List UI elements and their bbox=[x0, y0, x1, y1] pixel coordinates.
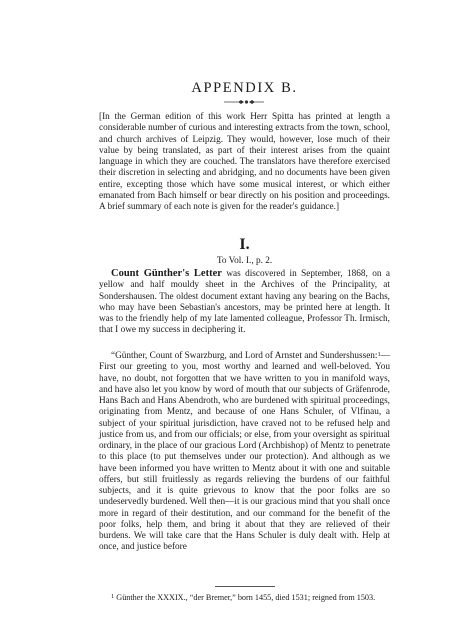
footnote-text: Günther the XXXIX., “der Bremer,” born 1455, died 1531; reigned from 1503. bbox=[114, 593, 376, 602]
footnote-reference[interactable]: 1 bbox=[377, 351, 381, 358]
intro-paragraph: [In the German edition of this work Herr Spitta has printed at length a considerable number of curious and interesting extracts from the town, school, and church archives of Leipzig. They would, however, lose much of their value by being translated, as part of their interest arises from the quaint language in which they are couched. The translators have therefore exercised their discretion in selecting and abridging, and no documents have been given entire, excepting those which have some musical interest, or which either emanated from Bach himself or bear directly on his position and proceedings. A brief summary of each note is given for the reader's guidance.] bbox=[99, 112, 390, 212]
ornament-divider-icon bbox=[224, 99, 264, 105]
letter-text-b: —First our greeting to you, most worthy and learned and well-beloved. You have, no doubt, not forgotten that we have written to you in manifold ways, and have also let you know by word of mouth that our subjects of Gräfenrode, Hans Bach and Hans Abendroth, who are burdened with spiritual proceedings, originating from Mentz, and because of one Hans Schuler, of Vlfinau, a subject of your spiritual jurisdiction, have craved not to be refused help and justice from us, and from our officials; or else, from your oversight as spiritual ordinary, in the place of our gracious Lord (Archbishop) of Mentz to penetrate to this place (to put themselves under our protection). And although as we have been informed you have written to Mentz about it with one and suitable offers, but still fruitlessly as regards relieving the burdens of our faithful subjects, and it is quite grievous to know that the poor folks are so undeservedly burdened. Well then—it is our gracious mind that you shall once more in regard of their destitution, and our command for the benefit of the poor folks, help them, and bring it about that they are relieved of their burdens. We will take care that the Hans Schuler is duly dealt with. Help at once, and justice before bbox=[99, 351, 390, 553]
letter-text-paragraph bbox=[99, 349, 390, 554]
volume-reference: To Vol. I., p. 2. bbox=[216, 256, 273, 266]
letter-intro-text: was discovered in September, 1868, on a yellow and half mouldy sheet in the Archives of the Principality, at Sondershausen. The oldest document extant having any bearing on the Bachs, who may have been Sebastian's ancestors, may be printed here at length. It was to the friendly help of my late lamented colleague, Professor Th. Irmisch, that I owe my success in deciphering it. bbox=[99, 269, 390, 336]
letter-text-a: “Günther, Count of Swarzburg, and Lord of Arnstet and Sundershussen: bbox=[111, 351, 378, 361]
letter-intro-paragraph bbox=[99, 268, 390, 337]
appendix-title: APPENDIX B. bbox=[191, 80, 298, 96]
letter-heading: Count Günther's Letter bbox=[111, 268, 222, 279]
footnote-rule bbox=[215, 586, 275, 587]
footnote-mark: 1 bbox=[111, 593, 115, 600]
section-numeral: I. bbox=[239, 236, 250, 253]
footnote bbox=[99, 592, 390, 604]
